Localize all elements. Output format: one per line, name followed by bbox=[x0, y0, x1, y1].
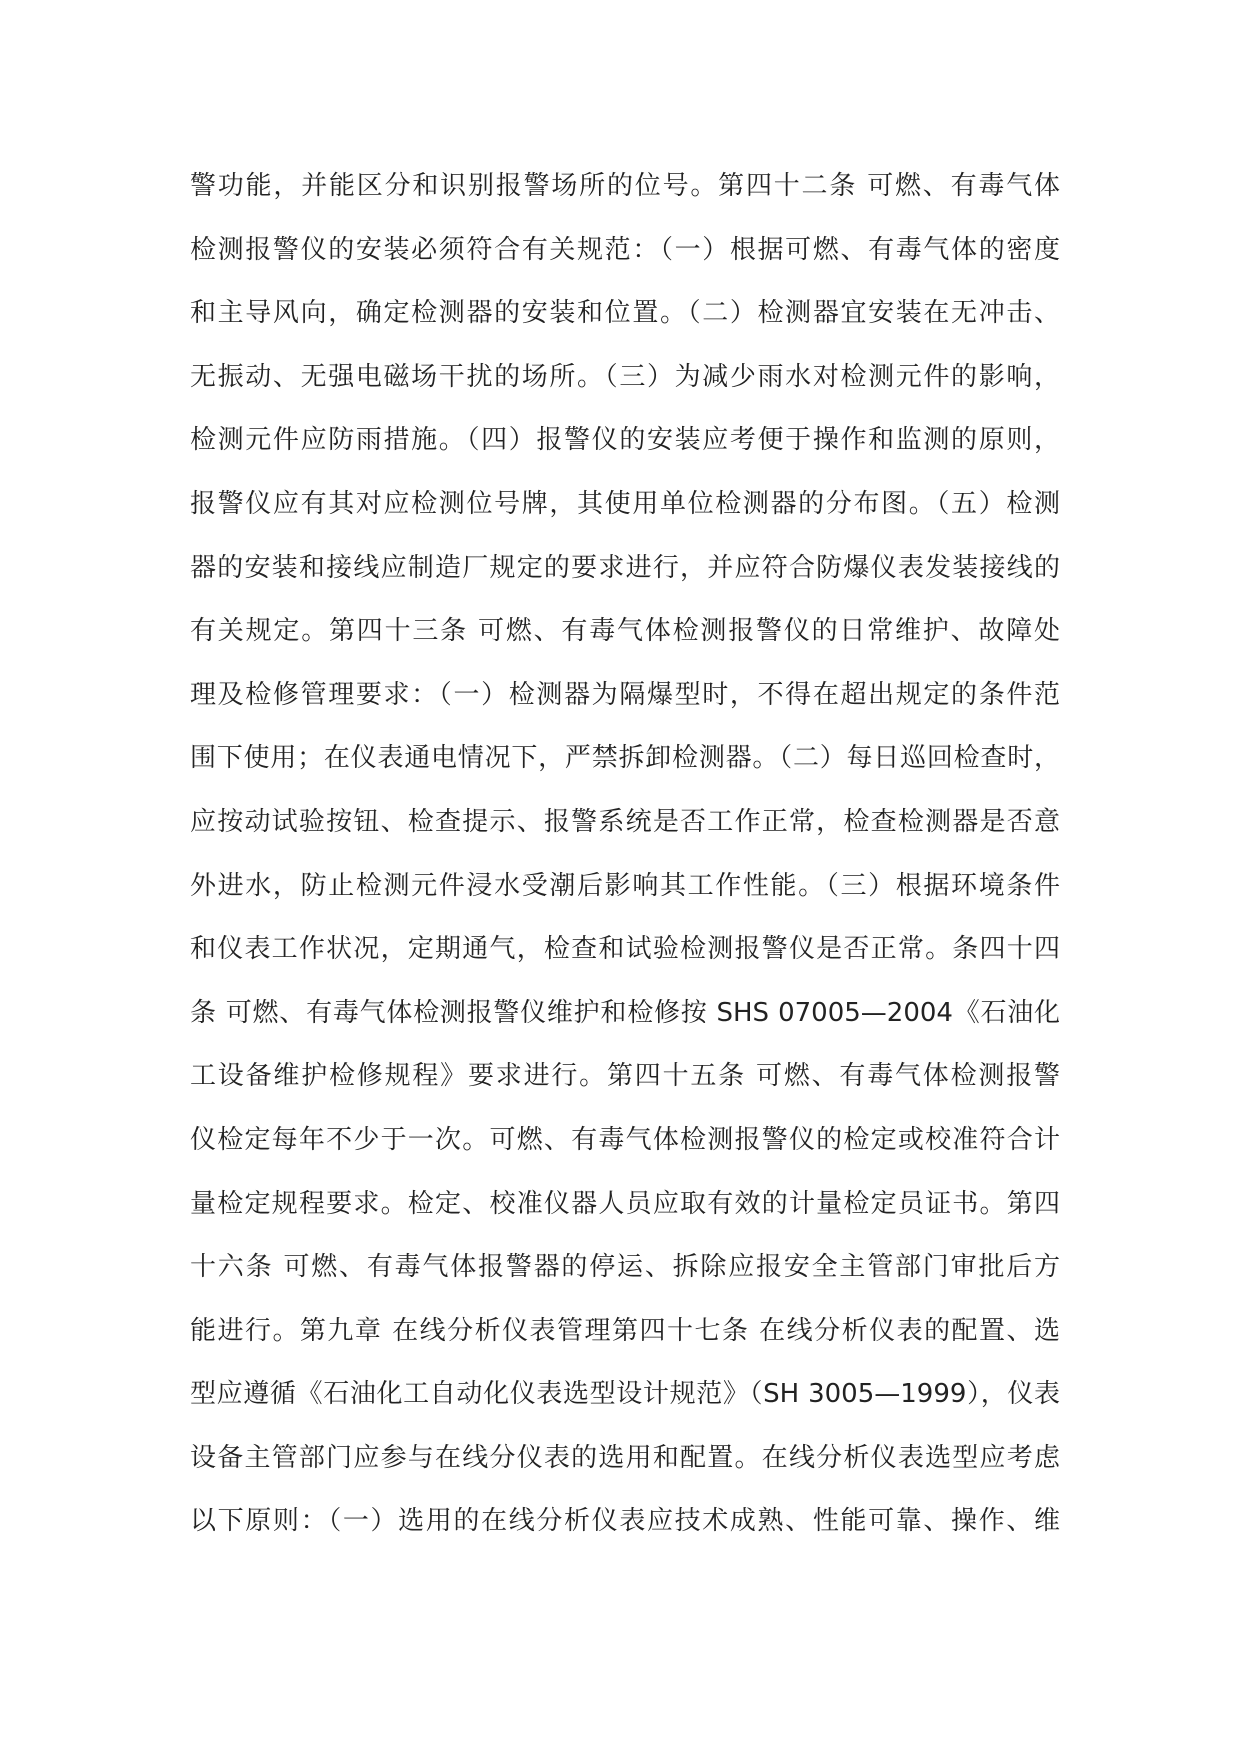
text-line: 检测元件应防雨措施。（四）报警仪的安装应考便于操作和监测的原则， bbox=[190, 425, 1060, 456]
text-line: 无振动、无强电磁场干扰的场所。（三）为减少雨水对检测元件的影响， bbox=[190, 361, 1060, 392]
text-line: 设备主管部门应参与在线分仪表的选用和配置。在线分析仪表选型应考虑 bbox=[190, 1442, 1060, 1473]
text-line: 和主导风向，确定检测器的安装和位置。（二）检测器宜安装在无冲击、 bbox=[190, 298, 1060, 329]
text-line: 工设备维护检修规程》要求进行。第四十五条 可燃、有毒气体检测报警 bbox=[190, 1061, 1060, 1092]
text-line: 围下使用；在仪表通电情况下，严禁拆卸检测器。（二）每日巡回检查时， bbox=[190, 743, 1060, 774]
text-line: 能进行。第九章 在线分析仪表管理第四十七条 在线分析仪表的配置、选 bbox=[190, 1315, 1060, 1346]
text-line: 警功能，并能区分和识别报警场所的位号。第四十二条 可燃、有毒气体 bbox=[190, 171, 1060, 201]
text-line: 应按动试验按钮、检查提示、报警系统是否工作正常，检查检测器是否意 bbox=[190, 806, 1060, 837]
text-line: 和仪表工作状况，定期通气，检查和试验检测报警仪是否正常。条四十四 bbox=[190, 934, 1060, 965]
text-line: 外进水，防止检测元件浸水受潮后影响其工作性能。（三）根据环境条件 bbox=[190, 870, 1060, 901]
text-line: 有关规定。第四十三条 可燃、有毒气体检测报警仪的日常维护、故障处 bbox=[190, 616, 1060, 647]
text-line: 十六条 可燃、有毒气体报警器的停运、拆除应报安全主管部门审批后方 bbox=[190, 1252, 1060, 1283]
text-line: 检测报警仪的安装必须符合有关规范：（一）根据可燃、有毒气体的密度 bbox=[190, 234, 1060, 265]
text-line: 条 可燃、有毒气体检测报警仪维护和检修按 SHS 07005—2004《石油化 bbox=[190, 997, 1060, 1028]
text-line: 以下原则：（一）选用的在线分析仪表应技术成熟、性能可靠、操作、维 bbox=[190, 1506, 1060, 1537]
body-text bbox=[190, 155, 1060, 1554]
text-line: 报警仪应有其对应检测位号牌，其使用单位检测器的分布图。（五）检测 bbox=[190, 488, 1060, 519]
text-line: 型应遵循《石油化工自动化仪表选型设计规范》（SH 3005—1999），仪表 bbox=[190, 1379, 1060, 1410]
text-line: 理及检修管理要求：（一）检测器为隔爆型时，不得在超出规定的条件范 bbox=[190, 679, 1060, 710]
text-line: 量检定规程要求。检定、校准仪器人员应取有效的计量检定员证书。第四 bbox=[190, 1188, 1060, 1219]
text-line: 器的安装和接线应制造厂规定的要求进行，并应符合防爆仪表发装接线的 bbox=[190, 552, 1060, 583]
text-line: 仪检定每年不少于一次。可燃、有毒气体检测报警仪的检定或校准符合计 bbox=[190, 1124, 1060, 1155]
